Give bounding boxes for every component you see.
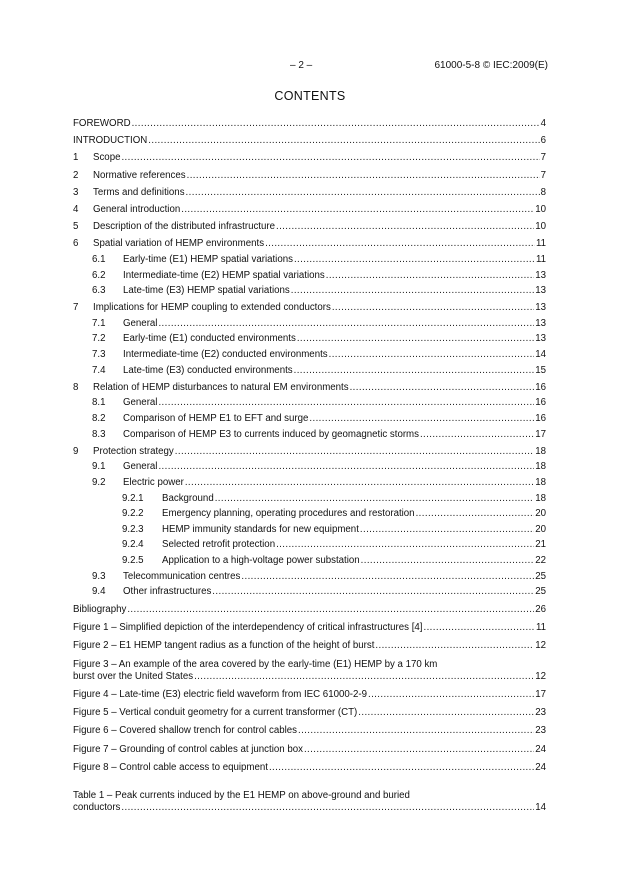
- toc-entry[interactable]: [73, 458, 546, 474]
- toc-entry-label: HEMP immunity standards for new equipment: [162, 523, 359, 535]
- toc-entry-page: 13: [535, 302, 546, 314]
- dot-leader: [158, 318, 534, 330]
- toc-entry-number: 2: [73, 169, 79, 181]
- toc-entry-number: 7.3: [92, 349, 106, 361]
- toc-entry-page: 10: [535, 203, 546, 215]
- toc-entry-label: Intermediate-time (E2) conducted environments: [123, 349, 328, 361]
- dot-leader: [185, 477, 534, 489]
- toc-entry[interactable]: [73, 147, 546, 164]
- dot-leader: [304, 744, 534, 756]
- toc-entry-label: Early-time (E1) conducted environments: [123, 333, 296, 345]
- toc-entry-page: 7: [540, 152, 546, 164]
- dot-leader: [276, 539, 534, 551]
- dot-leader: [423, 622, 534, 634]
- toc-entry[interactable]: [73, 520, 546, 536]
- toc-entry[interactable]: [73, 182, 546, 199]
- dot-leader: [276, 221, 534, 233]
- figure-entry[interactable]: [73, 689, 546, 701]
- figure-entry[interactable]: [73, 622, 546, 634]
- toc-entry-number: 9.2.4: [122, 539, 144, 551]
- toc-entry-page: 13: [535, 269, 546, 281]
- toc-entry-label: Late-time (E3) HEMP spatial variations: [123, 285, 290, 297]
- toc-entry[interactable]: [73, 489, 546, 505]
- dot-leader: [212, 586, 534, 598]
- dot-leader: [175, 446, 534, 458]
- toc-entry-page: 18: [535, 461, 546, 473]
- toc-entry-label: Background: [162, 492, 214, 504]
- toc-entry-label: General: [123, 397, 158, 409]
- entry-page: 23: [535, 707, 546, 719]
- dot-leader: [127, 604, 534, 616]
- list-of-figures: [73, 622, 546, 780]
- dot-leader: [298, 725, 534, 737]
- toc-entry-label: Bibliography: [73, 603, 127, 615]
- toc-entry[interactable]: [73, 536, 546, 552]
- toc-entry[interactable]: [73, 130, 546, 148]
- toc-entry-number: 6.3: [92, 285, 106, 297]
- dot-leader: [368, 689, 534, 701]
- caption-line: conductors: [73, 802, 121, 813]
- toc-entry-page: 18: [535, 492, 546, 504]
- toc-entry-label: Scope: [93, 152, 121, 164]
- toc-entry[interactable]: [73, 266, 546, 282]
- dot-leader: [121, 152, 539, 164]
- dot-leader: [121, 802, 534, 814]
- entry-page: 17: [535, 688, 546, 700]
- dot-leader: [361, 555, 535, 567]
- dot-leader: [375, 640, 534, 652]
- toc-entry-number: 7.4: [92, 364, 106, 376]
- toc-entry[interactable]: [73, 425, 546, 441]
- document-id: 61000-5-8 © IEC:2009(E): [434, 60, 548, 71]
- toc-entry[interactable]: [73, 250, 546, 266]
- caption-line: Figure 4 – Late-time (E3) electric field waveform from IEC 61000-2-9: [73, 688, 367, 700]
- caption-line: Figure 5 – Vertical conduit geometry for a current transformer (CT): [73, 707, 358, 719]
- toc-entry[interactable]: [73, 164, 546, 181]
- caption-line: Table 1 – Peak currents induced by the E1 HEMP on above-ground and buried: [73, 790, 410, 801]
- dot-leader: [132, 118, 540, 130]
- toc-entry-number: 8.2: [92, 413, 106, 425]
- toc-entry-label: Spatial variation of HEMP environments: [93, 238, 265, 250]
- dot-leader: [416, 508, 535, 520]
- toc-entry-page: 11: [535, 253, 546, 265]
- toc-entry-page: 13: [535, 333, 546, 345]
- toc-entry-number: 8.1: [92, 397, 106, 409]
- dot-leader: [265, 238, 535, 250]
- page-number: – 2 –: [290, 60, 313, 71]
- toc-entry-page: 15: [535, 364, 546, 376]
- toc-entry-label: Telecommunication centres: [123, 570, 241, 582]
- toc-entry-page: 11: [535, 238, 546, 250]
- dot-leader: [241, 571, 534, 583]
- dot-leader: [332, 302, 534, 314]
- toc-entry[interactable]: [73, 551, 546, 567]
- toc-entry[interactable]: [73, 441, 546, 458]
- dot-leader: [309, 413, 534, 425]
- dot-leader: [329, 349, 535, 361]
- toc-entry-page: 17: [535, 428, 546, 440]
- caption-line: Figure 8 – Control cable access to equipment: [73, 762, 268, 774]
- toc-entry-label: Implications for HEMP coupling to extended conductors: [93, 302, 331, 314]
- toc-entry[interactable]: [73, 567, 546, 583]
- toc-entry-label: General introduction: [93, 203, 181, 215]
- dot-leader: [158, 461, 534, 473]
- toc-entry[interactable]: [73, 394, 546, 410]
- toc-entry[interactable]: [73, 199, 546, 216]
- toc-entry-number: 8.3: [92, 428, 106, 440]
- toc-entry-label: Terms and definitions: [93, 186, 185, 198]
- toc-entry-page: 20: [535, 508, 546, 520]
- toc-entry-page: 26: [535, 603, 546, 615]
- toc-entry-number: 4: [73, 203, 79, 215]
- toc-entry-number: 5: [73, 221, 79, 233]
- toc-entry-number: 3: [73, 186, 79, 198]
- dot-leader: [358, 707, 534, 719]
- toc-entry-page: 6: [540, 135, 546, 147]
- toc-entry[interactable]: [73, 583, 546, 599]
- toc-entry-label: Selected retrofit protection: [162, 539, 276, 551]
- toc-entry-number: 7.2: [92, 333, 106, 345]
- dot-leader: [158, 397, 534, 409]
- figure-entry[interactable]: [73, 640, 546, 652]
- toc-entry-page: 14: [535, 349, 546, 361]
- toc-entry[interactable]: [73, 314, 546, 330]
- caption-line: Figure 3 – An example of the area covered by the early-time (E1) HEMP by a 170 km: [73, 658, 438, 670]
- caption-line: Figure 1 – Simplified depiction of the interdependency of critical infrastructures [4]: [73, 622, 423, 633]
- toc-entry-number: 9.2.2: [122, 508, 144, 520]
- caption-line: Figure 7 – Grounding of control cables at junction box: [73, 743, 303, 755]
- toc-entry-label: Electric power: [123, 477, 184, 488]
- toc-entry[interactable]: [73, 345, 546, 361]
- toc-entry-number: 6.1: [92, 253, 106, 265]
- entry-page: 12: [535, 640, 546, 652]
- toc-entry-page: 4: [540, 117, 546, 129]
- toc-entry[interactable]: [73, 216, 546, 233]
- dot-leader: [297, 333, 534, 345]
- toc-entry-page: 7: [540, 169, 546, 181]
- toc-entry-page: 16: [535, 397, 546, 409]
- toc-entry-number: 9.1: [92, 461, 106, 473]
- toc-entry-label: Application to a high-voltage power substation: [162, 554, 360, 566]
- dot-leader: [215, 493, 535, 505]
- figure-entry[interactable]: [73, 762, 546, 774]
- toc-entry-page: 10: [535, 221, 546, 233]
- dot-leader: [269, 762, 534, 774]
- figure-entry[interactable]: [73, 707, 546, 719]
- toc-entry-label: Emergency planning, operating procedures and restoration: [162, 508, 415, 520]
- toc-entry-label: Intermediate-time (E2) HEMP spatial variations: [123, 269, 325, 281]
- page-title: CONTENTS: [274, 89, 346, 103]
- toc-entry-page: 25: [535, 586, 546, 598]
- toc-entry-number: 7: [73, 302, 79, 314]
- toc-entry-number: 8: [73, 381, 79, 393]
- caption-line: Figure 2 – E1 HEMP tangent radius as a function of the height of burst: [73, 640, 375, 652]
- toc-entry-number: 9: [73, 445, 79, 457]
- toc-entry-number: 9.2.3: [122, 523, 144, 535]
- dot-leader: [148, 135, 539, 147]
- entry-page: 24: [535, 743, 546, 755]
- toc-entry-page: 18: [535, 445, 546, 457]
- toc-entry-page: 16: [535, 413, 546, 425]
- toc-entry-number: 9.3: [92, 570, 106, 582]
- toc-entry[interactable]: [73, 112, 546, 130]
- table-of-contents: [73, 112, 546, 616]
- dot-leader: [181, 204, 534, 216]
- caption-line: Figure 6 – Covered shallow trench for control cables: [73, 725, 297, 737]
- dot-leader: [291, 285, 534, 297]
- toc-entry-page: 20: [535, 523, 546, 535]
- toc-entry-label: Protection strategy: [93, 445, 174, 457]
- toc-entry-label: Early-time (E1) HEMP spatial variations: [123, 253, 293, 265]
- toc-entry-page: 8: [540, 186, 546, 198]
- dot-leader: [294, 365, 535, 377]
- toc-entry-page: 16: [535, 381, 546, 393]
- toc-entry[interactable]: [73, 233, 546, 250]
- dot-leader: [360, 524, 534, 536]
- dot-leader: [186, 187, 540, 199]
- dot-leader: [294, 254, 535, 266]
- dot-leader: [350, 382, 535, 394]
- toc-entry-label: General: [123, 317, 158, 329]
- toc-entry-label: General: [123, 461, 158, 473]
- toc-entry-label: Other infrastructures: [123, 586, 212, 598]
- table-entry[interactable]: [73, 790, 546, 814]
- toc-entry-number: 9.2.5: [122, 554, 144, 566]
- entry-page: 11: [535, 622, 546, 633]
- toc-entry[interactable]: [73, 409, 546, 425]
- figure-entry[interactable]: [73, 659, 546, 683]
- toc-entry-label: Description of the distributed infrastructure: [93, 221, 275, 233]
- entry-page: 23: [535, 725, 546, 737]
- toc-entry-number: 9.4: [92, 586, 106, 598]
- toc-entry-label: Comparison of HEMP E1 to EFT and surge: [123, 413, 309, 425]
- figure-entry[interactable]: [73, 725, 546, 737]
- toc-entry[interactable]: [73, 505, 546, 521]
- entry-page: 24: [535, 762, 546, 774]
- entry-page: 12: [535, 670, 546, 682]
- toc-entry-page: 22: [535, 554, 546, 566]
- toc-entry-number: 7.1: [92, 317, 106, 329]
- toc-entry-number: 6.2: [92, 269, 106, 281]
- toc-entry-label: INTRODUCTION: [73, 135, 148, 147]
- toc-entry-page: 18: [535, 477, 546, 488]
- toc-entry-page: 21: [535, 539, 546, 551]
- figure-entry[interactable]: [73, 744, 546, 756]
- dot-leader: [326, 270, 534, 282]
- toc-entry-number: 9.2: [92, 477, 106, 488]
- toc-entry-label: Late-time (E3) conducted environments: [123, 364, 293, 376]
- toc-entry-label: Normative references: [93, 169, 186, 181]
- toc-entry-label: Relation of HEMP disturbances to natural EM environments: [93, 381, 349, 393]
- dot-leader: [187, 170, 540, 182]
- toc-entry[interactable]: [73, 598, 546, 616]
- toc-entry[interactable]: [73, 282, 546, 298]
- toc-entry[interactable]: [73, 361, 546, 377]
- toc-entry[interactable]: [73, 297, 546, 314]
- entry-page: 14: [535, 802, 546, 813]
- caption-line: burst over the United States: [73, 670, 194, 682]
- toc-entry[interactable]: [73, 330, 546, 346]
- toc-entry-page: 25: [535, 570, 546, 582]
- toc-entry-number: 9.2.1: [122, 492, 144, 504]
- toc-entry[interactable]: [73, 377, 546, 394]
- dot-leader: [194, 671, 534, 683]
- list-of-tables: [73, 790, 546, 814]
- toc-entry[interactable]: [73, 473, 546, 489]
- toc-entry-label: FOREWORD: [73, 117, 131, 129]
- toc-entry-number: 1: [73, 152, 79, 164]
- toc-entry-page: 13: [535, 285, 546, 297]
- dot-leader: [420, 429, 534, 441]
- toc-entry-number: 6: [73, 238, 79, 250]
- toc-entry-label: Comparison of HEMP E3 to currents induced by geomagnetic storms: [123, 428, 419, 440]
- toc-entry-page: 13: [535, 317, 546, 329]
